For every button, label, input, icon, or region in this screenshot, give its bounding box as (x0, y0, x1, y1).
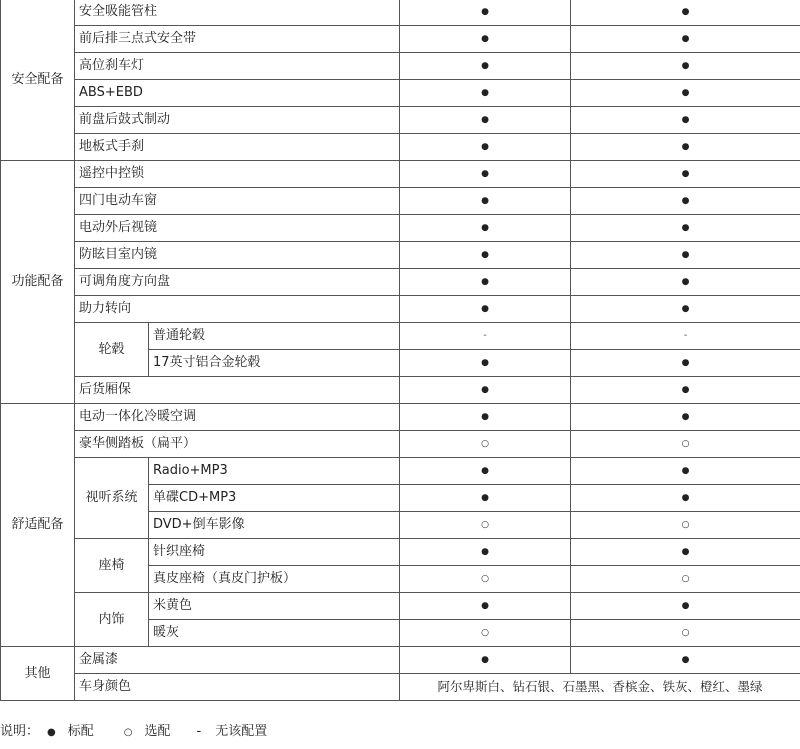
feature-name: 暖灰 (149, 620, 400, 647)
table-row (1, 593, 800, 620)
value-col1: - (400, 323, 571, 350)
value-col1: ● (400, 458, 571, 485)
value-col2: ● (571, 161, 800, 188)
value-col2: ● (571, 80, 800, 107)
value-col2: ● (571, 53, 800, 80)
table-row (1, 431, 800, 458)
value-col1: ○ (400, 620, 571, 647)
value-col2: ● (571, 296, 800, 323)
value-col2: ○ (571, 431, 800, 458)
value-col1: ● (400, 593, 571, 620)
feature-name: 17英寸铝合金轮毂 (149, 350, 400, 377)
feature-name: 前盘后鼓式制动 (75, 107, 400, 134)
subgroup-seat: 座椅 (75, 539, 149, 593)
value-col2: ● (571, 215, 800, 242)
value-col2: ● (571, 26, 800, 53)
value-col1: ○ (400, 431, 571, 458)
value-col2: ○ (571, 566, 800, 593)
value-col2: ● (571, 107, 800, 134)
category-safety: 安全配备 (1, 0, 75, 161)
feature-name: 安全吸能管柱 (75, 0, 400, 26)
subgroup-interior: 内饰 (75, 593, 149, 647)
value-col2: ● (571, 458, 800, 485)
value-col1: ● (400, 134, 571, 161)
legend-standard-label: 标配 (67, 724, 94, 739)
feature-name: 单碟CD+MP3 (149, 485, 400, 512)
category-comfort: 舒适配备 (1, 404, 75, 647)
value-col1: ○ (400, 566, 571, 593)
legend-prefix: 说明： (0, 724, 40, 739)
value-col2: ● (571, 404, 800, 431)
category-other: 其他 (1, 647, 75, 701)
value-col1: ● (400, 107, 571, 134)
table-row (1, 458, 800, 485)
feature-name: ABS+EBD (75, 80, 400, 107)
value-col1: ● (400, 0, 571, 26)
value-col2: ● (571, 647, 800, 674)
value-col1: ● (400, 539, 571, 566)
feature-name: 针织座椅 (149, 539, 400, 566)
value-col1: ● (400, 377, 571, 404)
value-col2: ● (571, 188, 800, 215)
feature-name: 前后排三点式安全带 (75, 26, 400, 53)
subgroup-av-system: 视听系统 (75, 458, 149, 539)
legend-none-label: 无该配置 (215, 724, 268, 739)
table-row (1, 107, 800, 134)
legend-optional-label: 选配 (144, 724, 171, 739)
value-col2: ● (571, 485, 800, 512)
value-col2: ● (571, 0, 800, 26)
feature-name: 金属漆 (75, 647, 400, 674)
value-col1: ● (400, 242, 571, 269)
table-row (1, 242, 800, 269)
value-col2: ● (571, 134, 800, 161)
value-col2: ● (571, 377, 800, 404)
table-row (1, 377, 800, 404)
value-col1: ● (400, 53, 571, 80)
table-row (1, 0, 800, 26)
table-row (1, 323, 800, 350)
table-row (1, 188, 800, 215)
optional-symbol: ○ (123, 727, 133, 738)
value-col1: ● (400, 647, 571, 674)
feature-name: Radio+MP3 (149, 458, 400, 485)
feature-name: 遥控中控锁 (75, 161, 400, 188)
feature-name: 后货厢保 (75, 377, 400, 404)
feature-name: 电动外后视镜 (75, 215, 400, 242)
value-col1: ● (400, 296, 571, 323)
value-col1: ● (400, 215, 571, 242)
table-row (1, 53, 800, 80)
feature-name: 高位刹车灯 (75, 53, 400, 80)
value-col2: ● (571, 242, 800, 269)
value-col2: ● (571, 269, 800, 296)
value-col1: ● (400, 188, 571, 215)
table-row (1, 674, 800, 701)
table-row (1, 215, 800, 242)
table-row (1, 161, 800, 188)
value-col2: - (571, 323, 800, 350)
value-col1: ● (400, 404, 571, 431)
feature-name: 四门电动车窗 (75, 188, 400, 215)
table-row (1, 404, 800, 431)
value-col2: ● (571, 350, 800, 377)
feature-name: 地板式手刹 (75, 134, 400, 161)
value-col1: ○ (400, 512, 571, 539)
value-col1: ● (400, 269, 571, 296)
none-symbol: - (196, 724, 202, 739)
value-col1: ● (400, 485, 571, 512)
feature-name: 普通轮毂 (149, 323, 400, 350)
table-row (1, 539, 800, 566)
value-col2: ● (571, 539, 800, 566)
table-row (1, 80, 800, 107)
standard-symbol: ● (47, 727, 56, 738)
feature-name: 电动一体化冷暖空调 (75, 404, 400, 431)
body-colors: 阿尔卑斯白、钻石银、石墨黑、香槟金、铁灰、橙红、墨绿 (400, 674, 800, 701)
feature-name: 可调角度方向盘 (75, 269, 400, 296)
table-row (1, 647, 800, 674)
value-col1: ● (400, 80, 571, 107)
feature-name: 助力转向 (75, 296, 400, 323)
value-col2: ● (571, 593, 800, 620)
table-row (1, 134, 800, 161)
table-row (1, 26, 800, 53)
value-col2: ○ (571, 512, 800, 539)
feature-name: 真皮座椅（真皮门护板） (149, 566, 400, 593)
feature-name: 米黄色 (149, 593, 400, 620)
legend (0, 721, 267, 743)
value-col1: ● (400, 26, 571, 53)
value-col1: ● (400, 350, 571, 377)
category-function: 功能配备 (1, 161, 75, 404)
feature-name: 车身颜色 (75, 674, 400, 701)
table-row (1, 269, 800, 296)
value-col2: ○ (571, 620, 800, 647)
feature-name: DVD+倒车影像 (149, 512, 400, 539)
value-col1: ● (400, 161, 571, 188)
feature-name: 豪华侧踏板（扁平） (75, 431, 400, 458)
subgroup-wheels: 轮毂 (75, 323, 149, 377)
table-row (1, 296, 800, 323)
feature-name: 防眩目室内镜 (75, 242, 400, 269)
